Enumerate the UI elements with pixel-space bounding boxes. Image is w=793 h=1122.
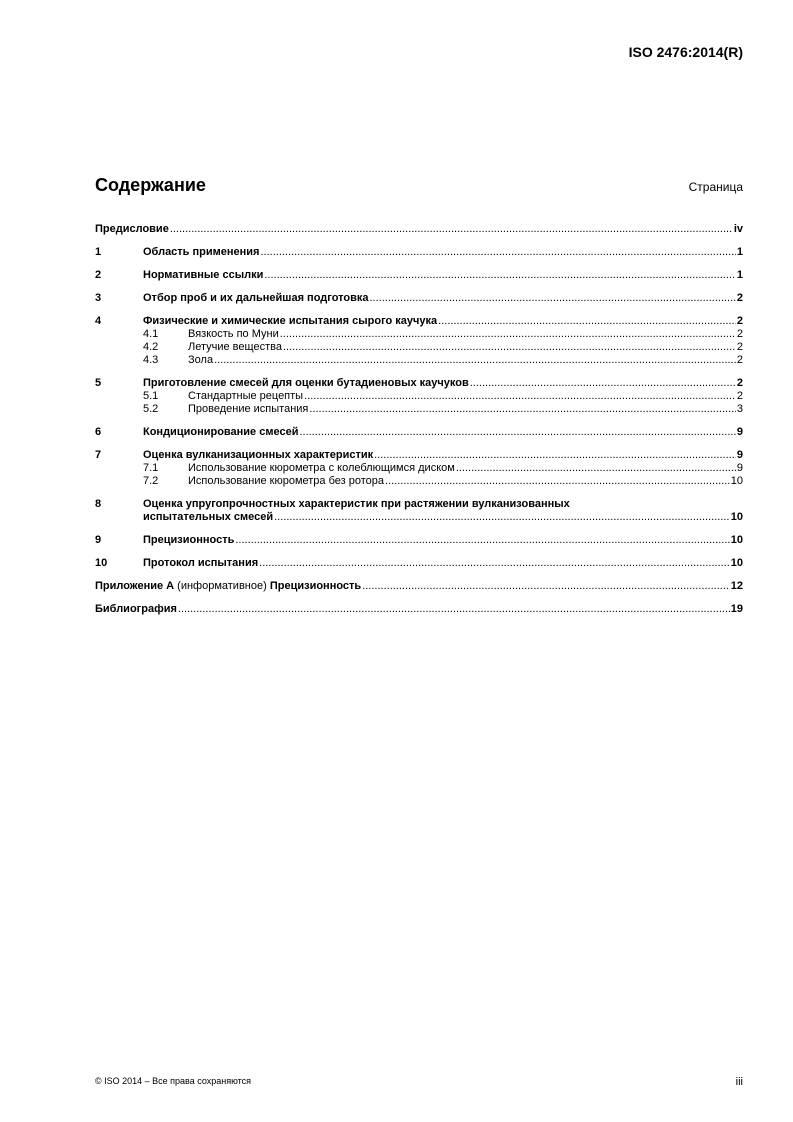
toc-entry-number: 5.1 [143,390,159,402]
toc-entry-number: 9 [95,534,102,546]
toc-entry-page: 9 [736,449,743,461]
toc-entry-title: Область применения [143,246,260,258]
leader-dots [362,580,730,593]
toc-entry-annex-prefix: Приложение А [95,580,175,592]
table-of-contents [95,223,743,616]
leader-dots [309,403,735,416]
toc-entry-number: 1 [95,246,102,258]
toc-entry-number: 5 [95,377,102,389]
leader-dots [235,534,729,547]
toc-entry-number: 6 [95,426,102,438]
toc-entry-page: 19 [730,603,743,615]
toc-entry-title: Стандартные рецепты [188,390,304,402]
page-footer [95,1076,743,1088]
toc-entry-page: 1 [736,246,743,258]
toc-entry-number: 5.2 [143,403,159,415]
toc-entry-title: Зола [188,354,214,366]
leader-dots [438,315,736,328]
toc-entry-number: 7.1 [143,462,159,474]
leader-dots [264,269,736,282]
toc-entry-page: 10 [730,511,743,523]
toc-entry-title: Прецизионность [143,534,235,546]
toc-entry-8[interactable] [95,498,743,524]
toc-entry-9[interactable] [95,534,743,547]
page-title: Содержание [95,175,206,195]
toc-entry-title-line1: Оценка упругопрочностных характеристик при растяжении вулканизованных [143,498,570,510]
toc-entry-page: 10 [730,557,743,569]
toc-entry-page: 12 [730,580,743,592]
toc-entry-page: 3 [736,403,743,415]
leader-dots [374,449,736,462]
toc-entry-number: 8 [95,498,102,510]
leader-dots [214,354,736,367]
toc-entry-title: Кондиционирование смесей [143,426,299,438]
toc-entry-page: 2 [736,377,743,389]
toc-entry-title: Прецизионность [269,580,362,592]
toc-entry-page: iv [733,223,743,235]
leader-dots [304,390,736,403]
toc-entry-5-1[interactable] [95,390,743,403]
toc-entry-4-1[interactable] [95,328,743,341]
leader-dots [385,475,730,488]
toc-entry-title: Оценка вулканизационных характеристик [143,449,374,461]
toc-entry-page: 2 [736,328,743,340]
toc-entry-number: 4.2 [143,341,159,353]
toc-entry-number: 4.3 [143,354,159,366]
leader-dots [470,377,736,390]
toc-entry-title: Предисловие [95,223,169,235]
toc-entry-number: 4 [95,315,102,327]
toc-entry-5-2[interactable] [95,403,743,416]
toc-entry-1[interactable] [95,246,743,259]
toc-entry-6[interactable] [95,426,743,439]
toc-entry-title: Использование кюрометра с колеблющимся диском [188,462,455,474]
toc-entry-number: 7 [95,449,102,461]
leader-dots [299,426,735,439]
toc-entry-5[interactable] [95,377,743,390]
document-code: ISO 2476:2014(R) [628,44,743,60]
toc-entry-3[interactable] [95,292,743,305]
toc-entry-annex-qualifier: (информативное) [174,580,270,592]
toc-entry-title: Библиография [95,603,177,615]
toc-entry-number: 7.2 [143,475,159,487]
leader-dots [274,511,730,524]
toc-entry-title: Приготовление смесей для оценки бутадиеновых каучуков [143,377,469,389]
toc-entry-page: 2 [736,341,743,353]
toc-entry-7[interactable] [95,449,743,462]
page-number: iii [735,1076,743,1088]
toc-entry-title: Физические и химические испытания сырого каучука [143,315,438,327]
toc-entry-page: 10 [730,534,743,546]
toc-entry-number: 4.1 [143,328,159,340]
toc-entry-page: 2 [736,292,743,304]
leader-dots [170,223,733,236]
toc-entry-2[interactable] [95,269,743,282]
toc-heading [95,175,743,196]
toc-entry-number: 10 [95,557,108,569]
toc-entry-page: 1 [736,269,743,281]
toc-entry-4-3[interactable] [95,354,743,367]
copyright-notice: © ISO 2014 – Все права сохраняются [95,1076,252,1086]
toc-entry-page: 9 [736,426,743,438]
toc-entry-title: Использование кюрометра без ротора [188,475,385,487]
page-column-label: Страница [688,180,743,194]
toc-entry-foreword[interactable] [95,223,743,236]
toc-entry-7-2[interactable] [95,475,743,488]
toc-entry-bibliography[interactable] [95,603,743,616]
toc-entry-title: Протокол испытания [143,557,259,569]
leader-dots [260,246,735,259]
toc-entry-7-1[interactable] [95,462,743,475]
leader-dots [280,328,736,341]
toc-entry-number: 3 [95,292,102,304]
toc-entry-title: Нормативные ссылки [143,269,264,281]
toc-entry-page: 9 [736,462,743,474]
leader-dots [259,557,730,570]
toc-entry-title: Вязкость по Муни [188,328,279,340]
toc-entry-number: 2 [95,269,102,281]
toc-entry-page: 10 [730,475,743,487]
toc-entry-title: Отбор проб и их дальнейшая подготовка [143,292,369,304]
toc-entry-title-line2: испытательных смесей [143,511,274,523]
toc-entry-4[interactable] [95,315,743,328]
leader-dots [178,603,730,616]
toc-entry-title: Проведение испытания [188,403,309,415]
toc-entry-page: 2 [736,354,743,366]
leader-dots [456,462,736,475]
leader-dots [283,341,736,354]
toc-entry-4-2[interactable] [95,341,743,354]
toc-entry-annex-a[interactable] [95,580,743,593]
toc-entry-title: Летучие вещества [188,341,282,353]
toc-entry-page: 2 [736,315,743,327]
leader-dots [369,292,735,305]
toc-entry-10[interactable] [95,557,743,570]
toc-entry-page: 2 [736,390,743,402]
